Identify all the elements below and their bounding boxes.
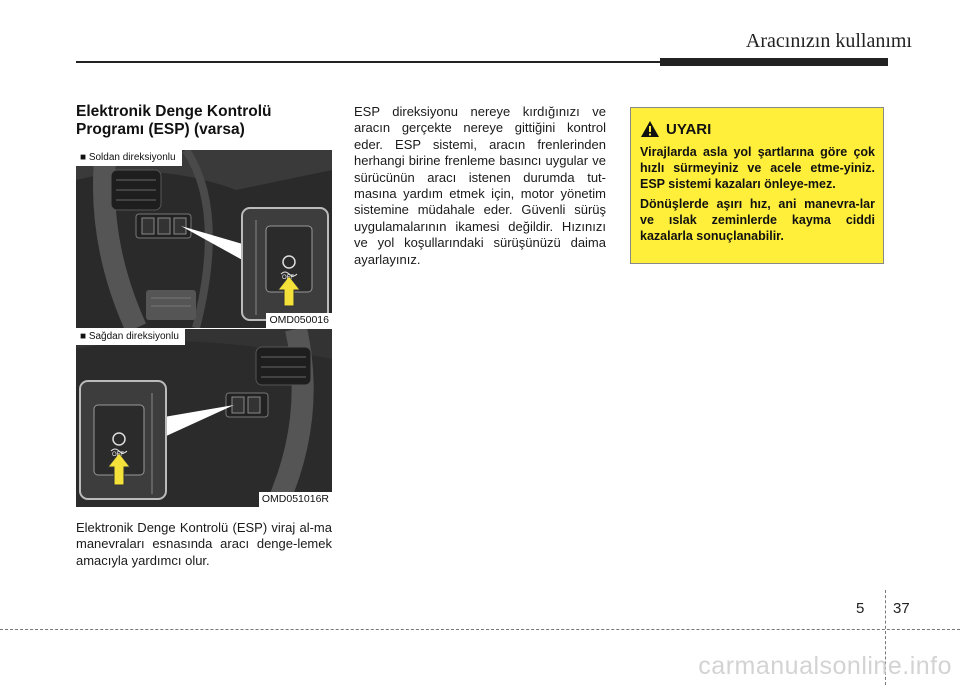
footer-rule	[0, 629, 960, 630]
figure-label: ■ Sağdan direksiyonlu	[76, 329, 185, 345]
header-rule-tab	[660, 58, 888, 66]
figure-code: OMD050016	[266, 313, 332, 328]
warning-triangle-icon	[640, 120, 660, 138]
figure-code: OMD051016R	[259, 492, 332, 507]
watermark: carmanualsonline.info	[698, 652, 952, 680]
footer-page-number: 37	[893, 600, 910, 617]
esp-intro-text: Elektronik Denge Kontrolü (ESP) viraj al-ma manevraları esnasında aracı denge-lemek amacıyla yardımcı olur.	[76, 520, 332, 568]
dashboard-photo-lhd	[76, 150, 332, 328]
figure-label: ■ Soldan direksiyonlu	[76, 150, 182, 166]
warning-box	[630, 107, 884, 264]
warning-paragraph-2: Dönüşlerde aşırı hız, ani manevra-lar ve ıslak zeminlerde kayma ciddi kazalarla sonuçlanabilir.	[640, 197, 875, 243]
section-title	[76, 103, 326, 139]
figure-left-hand-drive	[76, 150, 332, 328]
section-title-line-1: Elektronik Denge Kontrolü	[76, 103, 272, 120]
esp-description-text: ESP direksiyonu nereye kırdığınızı ve aracın gerçekte nereye gittiğini kontrol eder. ESP sistemi, aracın frenlerinden herhangi birine frenleme basıncı uygular ve sürücünün aracı istenen durumda tut-masına yardım etmek için, motor yönetim sistemine müdahale eder. Güvenli sürüş uygulamalarının ikamesi değildir. Hızınızı ve yol koşullarındaki sürüşünüzü daima ayarlayınız.	[354, 104, 606, 267]
section-title-line-2: Programı (ESP) (varsa)	[76, 121, 245, 138]
dashboard-photo-rhd	[76, 329, 332, 507]
warning-paragraph-1: Virajlarda asla yol şartlarına göre çok hızlı sürmeyiniz ve acele etme-yiniz. ESP sistemi kazaları önleye-mez.	[640, 145, 875, 191]
figure-right-hand-drive	[76, 329, 332, 507]
esp-off-button-text: OFF	[112, 452, 124, 458]
footer-chapter-number: 5	[856, 600, 865, 617]
warning-title: UYARI	[666, 120, 712, 138]
esp-off-button-text: OFF	[282, 275, 294, 281]
header-title: Aracınızın kullanımı	[745, 30, 912, 52]
warning-header	[640, 120, 875, 138]
